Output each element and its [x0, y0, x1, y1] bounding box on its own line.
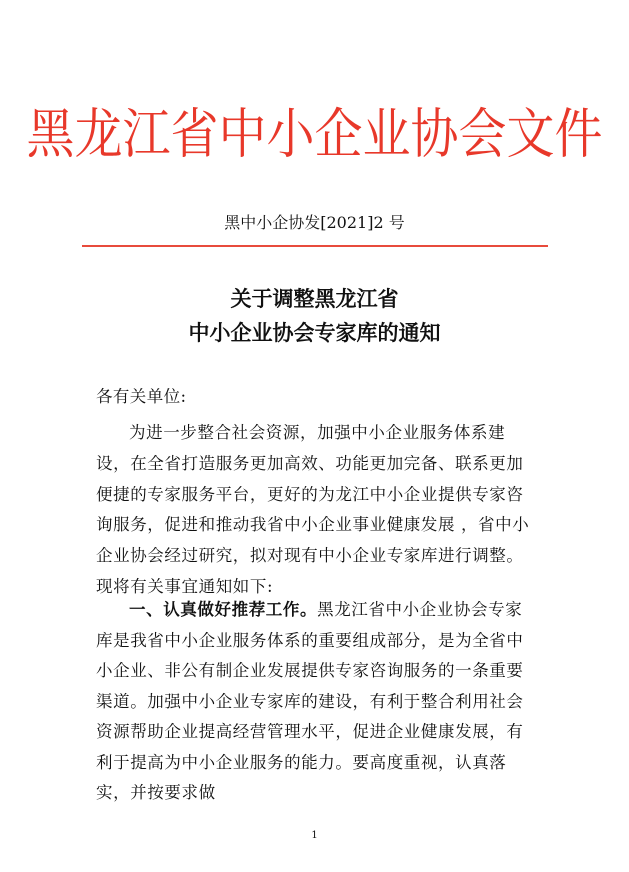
page-number: 1: [311, 830, 318, 841]
document-number: 黑中小企协发[2021]2 号: [224, 213, 405, 232]
salutation: 各有关单位:: [96, 387, 187, 406]
document-title-line-1: 关于调整黑龙江省: [230, 286, 399, 311]
red-divider-line: [82, 245, 548, 247]
document-title-line-2: 中小企业协会专家库的通知: [188, 320, 441, 345]
section-1-heading: 一、认真做好推荐工作。: [129, 600, 318, 619]
section-1-body: 黑龙江省中小企业协会专家库是我省中小企业服务体系的重要组成部分，是为全省中小企业、非公有制企业发展提供专家咨询服务的一条重要渠道。加强中小企业专家库的建设，有利于整合利用社会资源帮助企业提高经营管理水平，促进企业健康发展，有利于提高为中小企业服务的能力。要高度重视，认真落实，并按要求做: [96, 600, 524, 802]
paragraph-intro: [96, 418, 536, 603]
paragraph-section-1: [96, 595, 536, 809]
masthead-title: 黑龙江省中小企业协会文件: [26, 103, 603, 166]
paragraph-intro-text: 为进一步整合社会资源，加强中小企业服务体系建设，在全省打造服务更加高效、功能更加完备、联系更加便捷的专家服务平台，更好的为龙江中小企业提供专家咨询服务，促进和推动我省中小企业事业健康发展 ，省中小企业协会经过研究，拟对现有中小企业专家库进行调整。现将有关事宜通知如下:: [96, 423, 530, 596]
